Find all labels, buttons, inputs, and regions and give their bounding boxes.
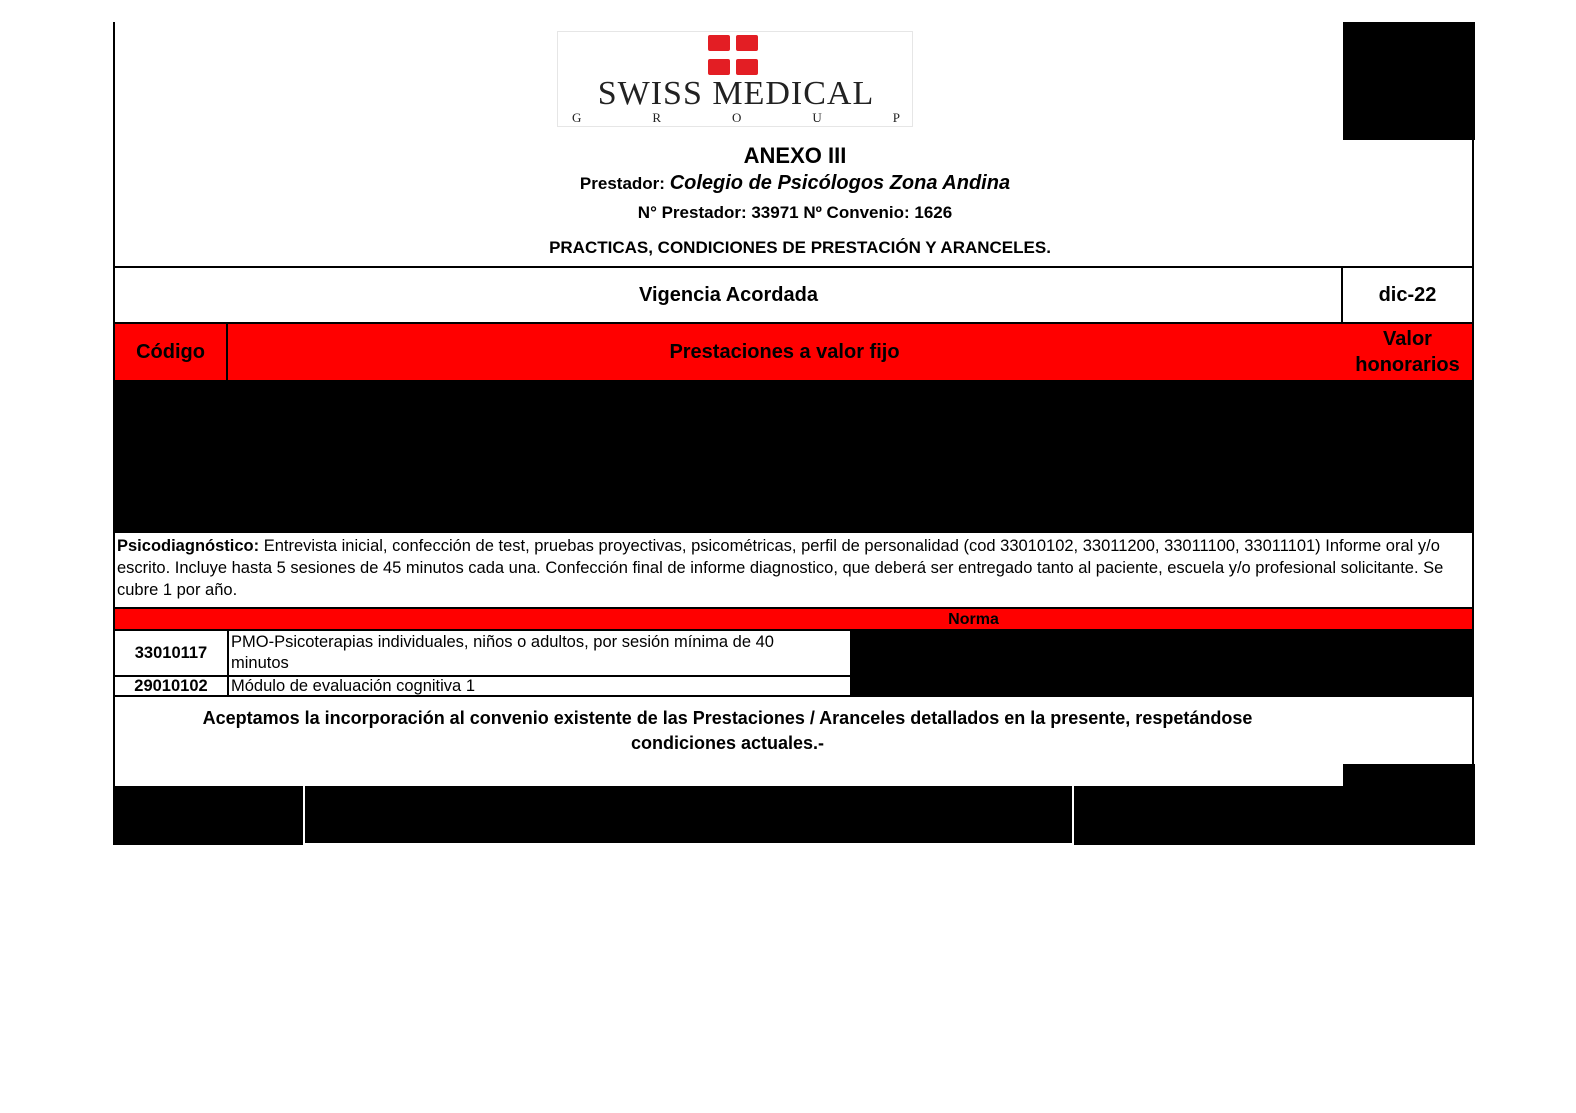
logo-group-letter: G (572, 110, 582, 125)
table-row-code: 29010102 (134, 677, 208, 695)
code-column-divider (227, 631, 229, 697)
vigencia-value: dic-22 (1378, 284, 1437, 306)
redacted-block-top-right (1343, 22, 1475, 140)
psicodiagnostico-description (117, 535, 1469, 605)
document-subtitle: PRACTICAS, CONDICIONES DE PRESTACIÓN Y ARANCELES. (549, 238, 1051, 257)
column-header-valor-line2: honorarios (1355, 354, 1460, 376)
redacted-block-norma-values (850, 631, 1474, 697)
norma-table (113, 631, 852, 697)
redacted-block-signature-2 (305, 786, 1072, 843)
logo-square-icon (736, 35, 758, 51)
column-header-valor-line1: Valor (1383, 328, 1432, 350)
logo-group-letter: O (732, 110, 742, 125)
redacted-block-signature-3 (1074, 786, 1475, 845)
logo-square-icon (708, 35, 730, 51)
norma-header: Norma (115, 609, 1472, 630)
logo-square-icon (708, 59, 730, 75)
acceptance-line-1: Aceptamos la incorporación al convenio existente de las Prestaciones / Aranceles detallados en la presente, respetándose (202, 708, 1253, 728)
logo-wordmark: SWISS MEDICAL (597, 75, 875, 112)
description-label: Psicodiagnóstico: (117, 537, 260, 555)
page-title: ANEXO III (743, 143, 847, 168)
prestador-ids: N° Prestador: 33971 Nº Convenio: 1626 (637, 203, 953, 222)
column-header-prestaciones: Prestaciones a valor fijo (669, 340, 900, 363)
column-header-valor (1343, 326, 1472, 380)
logo-group-letter: U (812, 110, 822, 125)
vigencia-label: Vigencia Acordada (639, 284, 818, 306)
redacted-block-table-body (113, 380, 1474, 533)
logo-group-letter: R (652, 110, 662, 125)
description-text: Entrevista inicial, confección de test, pruebas proyectivas, psicométricas, perfil de personalidad (cod 33010102, 33011200, 33011100, 33011101) Informe oral y/o escrito. Incluye hasta 5 sesiones de 45 minutos cada una. Confección final de informe diagnostico, que deberá ser entregado tanto al paciente, escuela y/o profesional solicitante. Se cubre 1 por año. (117, 537, 1444, 599)
column-header-codigo: Código (136, 340, 205, 363)
table-row-code: 33010117 (134, 643, 208, 662)
redacted-block-right-notch (1343, 764, 1475, 786)
row-divider (115, 695, 854, 697)
logo-group-letters (566, 110, 906, 126)
acceptance-statement (115, 706, 1340, 756)
table-row-desc: Módulo de evaluación cognitiva 1 (231, 677, 475, 695)
logo-square-icon (736, 59, 758, 75)
redacted-block-signature-1 (113, 786, 303, 845)
prestador-line (400, 172, 1190, 200)
swiss-medical-logo (557, 31, 913, 127)
acceptance-line-2: condiciones actuales.- (630, 733, 825, 753)
logo-group-letter: P (892, 110, 900, 125)
prestador-name: Colegio de Psicólogos Zona Andina (669, 172, 1011, 194)
table-row-desc: PMO-Psicoterapias individuales, niños o adultos, por sesión mínima de 40 minutos (231, 633, 774, 672)
prestador-label: Prestador: (579, 174, 665, 193)
